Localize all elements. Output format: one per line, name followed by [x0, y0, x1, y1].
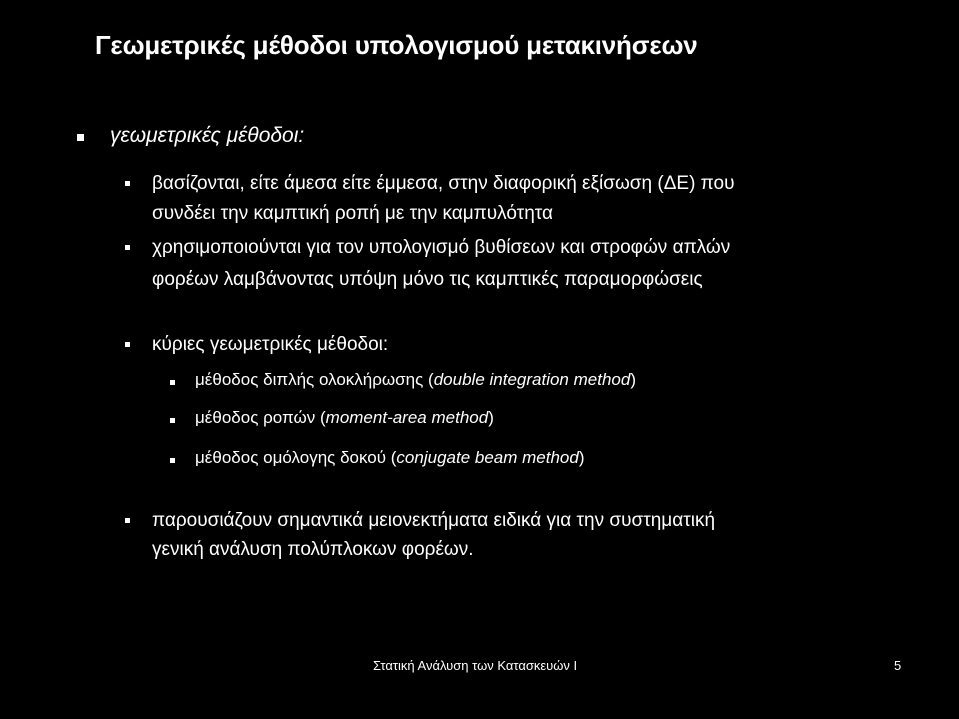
- bullet-marker: [125, 518, 130, 523]
- bullet-text-1a: βασίζονται, είτε άμεσα είτε έμμεσα, στην διαφορική εξίσωση (ΔΕ) που: [152, 173, 735, 194]
- method-english: conjugate beam method: [396, 448, 579, 467]
- bullet-marker: [170, 418, 175, 423]
- section-heading: γεωμετρικές μέθοδοι:: [110, 124, 305, 147]
- method-english: moment-area method: [325, 408, 489, 427]
- method-moment-area: [195, 408, 494, 428]
- bullet-marker: [77, 134, 84, 141]
- bullet-text-1b: συνδέει την καμπτική ροπή με την καμπυλότητα: [152, 203, 553, 224]
- bullet-marker: [125, 342, 130, 347]
- bullet-text-3: κύριες γεωμετρικές μέθοδοι:: [152, 334, 389, 355]
- footer-page-number: 5: [894, 658, 902, 673]
- method-close: ): [578, 448, 585, 467]
- method-english: double integration method: [433, 370, 631, 389]
- method-double-integration: [195, 370, 636, 390]
- method-greek: μέθοδος διπλής ολοκλήρωσης (: [195, 370, 434, 389]
- bullet-text-4a: παρουσιάζουν σημαντικά μειονεκτήματα ειδικά για την συστηματική: [152, 510, 716, 531]
- method-greek: μέθοδος ομόλογης δοκού (: [195, 448, 397, 467]
- bullet-text-2a: χρησιμοποιούνται για τον υπολογισμό βυθίσεων και στροφών απλών: [152, 237, 731, 258]
- method-close: ): [630, 370, 636, 389]
- bullet-text-2b: φορέων λαμβάνοντας υπόψη μόνο τις καμπτικές παραμορφώσεις: [152, 269, 703, 290]
- bullet-marker: [125, 245, 130, 250]
- bullet-marker: [170, 458, 175, 463]
- method-conjugate-beam: [195, 448, 585, 468]
- bullet-text-4b: γενική ανάλυση πολύπλοκων φορέων.: [152, 539, 474, 560]
- bullet-marker: [170, 380, 175, 385]
- footer-course: Στατική Ανάλυση των Κατασκευών Ι: [373, 658, 578, 673]
- method-close: ): [488, 408, 494, 427]
- slide-title: Γεωμετρικές μέθοδοι υπολογισμού μετακινήσεων: [95, 30, 698, 60]
- bullet-marker: [125, 181, 130, 186]
- method-greek: μέθοδος ροπών (: [195, 408, 326, 427]
